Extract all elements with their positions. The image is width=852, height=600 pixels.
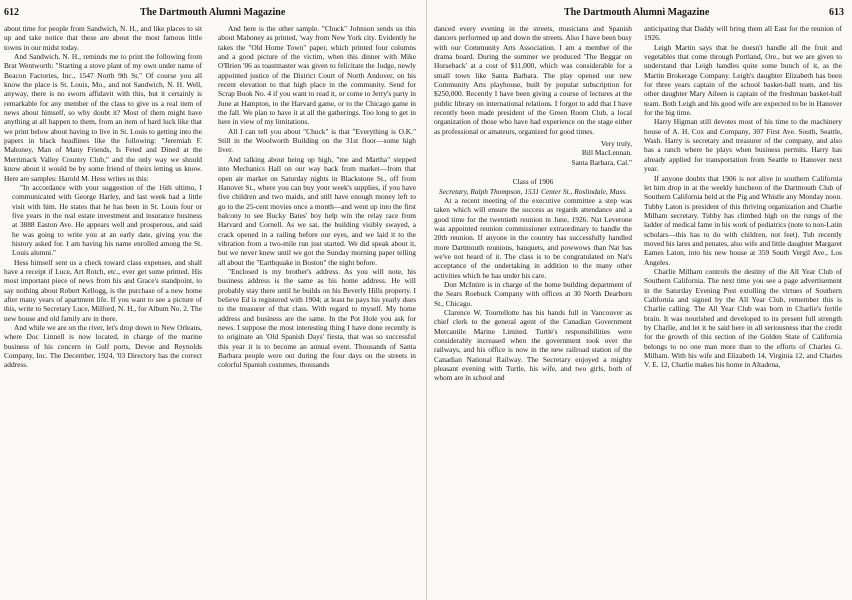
paragraph: Leigh Martin says that he doesn't handle all the fruit and vegetables that come through Portland, Ore., but we are given to understand that Leigh handles quite some bunch of it, as the Martin Brokerage Company. Leigh's daughter Elizabeth has been for three years captain of the school basket-ball team, and his other daughter Mary Aileen is captain of the freshman basket-ball team. Both Leigh and his good wife are expected to be in Hanover for the big time. [644,42,842,118]
quoted-letter: "In accordance with your suggestion of the 16th ultimo, I communicated with George Harley, and last week had a little visit with him. He states that he has been in St. Louis four or five years in the real estate investment and insurance business at 3888 Easton Ave. He appears well and prosperous, and said he was going to write you at an early date, giving you the history asked for. I am having his name enrolled among the St. Louis alumni." [12,182,202,258]
paragraph: And while we are on the river, let's drop down to New Orleans, where Doc Linnell is now located, in charge of the marine business of his concern in Gulf ports, Devoe and Reynolds Company, Inc. The December, 1924, '03 Directory has the correct address. [4,323,202,370]
page-header [426,6,852,20]
paragraph: Don McIntire is in charge of the home building department of the Sears Roebuck Company with offices at 30 North Dearborn St., Chicago. [434,279,632,308]
paragraph: danced every evening in the streets, musicians and Spanish dancers performed up and down the streets. Also I have been busy with our Community Arts Association. I am a member of the drama board. During the summer we produced 'The Beggar on Horseback' at a cost of $11,000, which was considerable for a small town like Santa Barbara. The play opened our new Community Arts playhouse, built by popular subscription for $250,000. Recently I have been giving a course of lectures at the public library on international relations. I forgot to add that I have recently been made president of the Green Room Club, a local organization of those who have had experience on the stage either as professional or amateurs, organized for good times. [434,24,632,136]
text-column [644,24,842,370]
letter-place: Santa Barbara, Cal." [571,157,632,167]
secretary-line: Secretary, Ralph Thompson, 1531 Center St., Roslindale, Mass. [439,186,627,196]
text-column [434,24,632,383]
paragraph: "Enclosed is my brother's address. As you will note, his business address is the same as his home address. He will probably stay there until he builds on his Beverly Hills property. I believe Ed is registered with 1904; at least he pays his yearly dues to the treasurer of that class. With regard to myself. My home address and business are the same. In the Pot Hole you ask for news. I suppose the most interesting thing I have done recently is to originate an 'Old Spanish Days' fiesta, that was so successful this year it is to become an annual event. Thousands of Santa Barbara people were out during the four days on the streets in colorful Spanish costumes, thousands [218,266,416,370]
paragraph: At a recent meeting of the executive committee a step was taken which will ensure the success as regards attendance and a good time for the twentieth reunion in June, 1926. Nat Leverone was appointed reunion commissioner extraordinary to handle the 20th reunion. If anyone in the country has successfully handled more Dartmouth reunions, banquets, and powwows than Nat has we've not heard of it. The class is to be congratulated on Nat's acceptance of the undertaking in addition to the many other activities which he has under his care. [434,195,632,280]
paragraph: And talking about being up high, "me and Martha" stepped into Mechanics Hall on our way back from market—from that open air market on Saturday nights in Blackstone St., off from Hanover St., where you can buy your week's supplies, if you have five children and two maids, and still have enough money left to go to the 25-cent movies once a month—and went up into the first balcony to see Bucky Bates' boy help win the relay race from Harvard and Cornell. As we sat, the building visibly swayed, a crack opened in a railing before our eyes, and we laid it to the vibration from a two-mile run just started. We did speak about it, but we never knew until we got the Sunday morning paper telling all about the "Earthquake in Boston" the night before. [218,154,416,267]
paragraph: And here is the other sample. "Chuck" Johnson sends us this about Mahoney as printed, 'way from New York city. Evidently he takes the "Old Home Town" paper, which printed four columns and a good picture of the victim, when this dinner with Mike O'Brien '06 as toastmaster was given to felicitate the Judge, newly appointed justice of the District Court of North Andover, on his recent elevation to that high place in the community. Send for Scrap Book No. 4 if you want to read it, or come to Jerry's party in June at Hampton, to the Harvard game, or to the Chicago game in the fall. We plan to have it at all the gatherings. Too long to get in here in view of my limitations. [218,24,416,127]
text-column [218,24,416,370]
right-page [426,0,852,600]
text-column [4,24,202,370]
class-heading: Class of 1906 [512,177,554,187]
paragraph: Harry Higman still devotes most of his time to the machinery house of A. H. Cox and Company, 307 First Ave. South, Seattle, Wash. Harry is secretary and treasurer of the company, and also has a ranch where he plays when business permits. Harry has already applied for transportation from Seattle to Hanover next year. [644,117,842,174]
letter-signature: Bill MacLennan. [581,148,632,158]
paragraph: Hess himself sent us a check toward class expenses, and shall have a receipt if Luce, Art Rotch, etc., ever get some printed. His most important piece of news from his and Grace's standpoint, to say nothing about Robert Kellogg, is the purchase of a new home after many years of apartment life. If you want to see a picture of this, write to Secretary Luce, Milford, N. H., for Album No. 2. The new house and old family are in there. [4,257,202,323]
letter-closing: Very truly, [600,139,632,149]
page-number: 613 [829,7,844,18]
paragraph: Charlie Milham controls the destiny of the All Year Club of Southern California. The next time you see a page advertisement in the Saturday Evening Post extolling the virtues of Southern California and signed by the All Year Club, remember this is Charlie calling. The All Year Club was born in Charlie's fertile brain. It was nourished and developed to its present full strength by Charlie, and let it be said here in all seriousness that the credit for the growth of this section of the Golden State of California belongs to no one man more than to the efforts of Charles G. Milham. With his wife and Elizabeth 14, Virginia 12, and Charles V. E. 12, Charlie makes his home in Altadena, [644,266,842,370]
paragraph: anticipating that Daddy will bring them all East for the reunion of 1926. [644,24,842,43]
magazine-title: The Dartmouth Alumni Magazine [140,7,286,18]
paragraph: Clarence W. Tourtellotte has his hands full in Vancouver as chief clerk to the general agent of the Canadian Government Mercantile Marine Limited. Turtle's responsibilities were considerably increased when the government took over the railways, and his office is now in the new railroad station of the Canadian National Railway. The Secretary enjoyed a mighty pleasant evening with Turtle, his wife, and two girls, both of whom are in school and [434,307,632,383]
paragraph: And Sandwich, N. H., reminds me to print the following from Brat Wentworth: "Starting a stove plant of my own under name of Beacon Factories, Inc., 1547 North 9th St." Of course you all know the place is St. Louis, Mo., and not Sandwich, N. H. Well, anyway, there is no sworn affidavit with this, but it certainly is remarkable for any member of the class to give us a real item of news about himself, so why doubt it? Most of them might have anything at all happen to them, from an item of hard luck like that we print below about having to live in St. Louis to getting into the papers in black headlines like the following: "Jeremiah F. Mahoney, Man of Many Friends, Is Feted and Dined at the Merrimack Valley Country Club," and the only way we should know about it would be by some friend of theirs letting us know. Here are samples: Harold M. Hess writes us this: [4,52,202,183]
paragraph: about time for people from Sandwich, N. H., and like places to sit up and take notice that these are about the most famous little towns in our midst today. [4,24,202,52]
page-header [0,6,426,20]
magazine-title: The Dartmouth Alumni Magazine [564,7,710,18]
paragraph: If anyone doubts that 1906 is not alive in southern California let him drop in at the weekly luncheon of the Dartmouth Club of Southern California held at the Pig and Whistle any Monday noon. Tubby Laton is president of this thriving organization and Charlie Milham secretary. Tubby has climbed high on the rungs of the ladder of medical fame in his work of pediatrics (note to non-Latin scholars—this has to do with children, not feet). Tub recently moved his lares and penates, also wife and little daughter Margaret Eames Laton, into his new house at 359 South Vergil Ave., Los Angeles. [644,173,842,267]
page-number: 612 [4,7,19,18]
paragraph: All I can tell you about "Chuck" is that "Everything is O.K." Still in the Woolworth Building on the 31st floor—some high liver. [218,126,416,155]
